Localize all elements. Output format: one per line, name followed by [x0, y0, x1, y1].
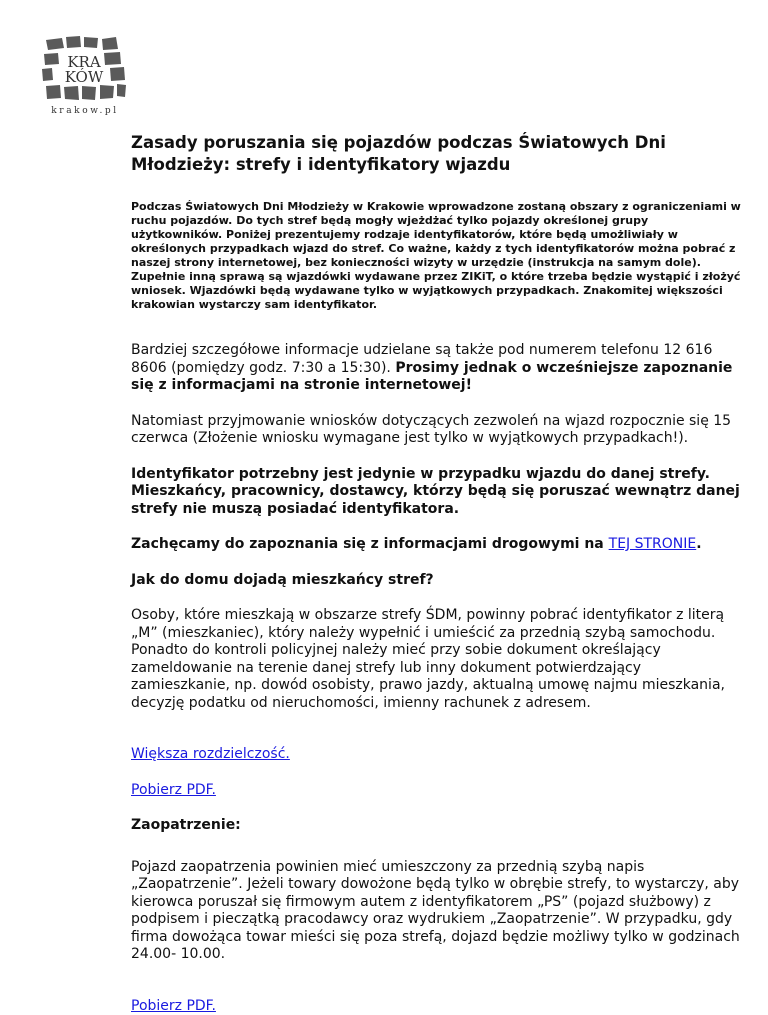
logo-url: krakow.pl: [42, 106, 128, 116]
residents-heading: Jak do domu dojadą mieszkańcy stref?: [131, 572, 743, 590]
encourage-paragraph: [131, 536, 743, 554]
supply-paragraph: Pojazd zaopatrzenia powinien mieć umieszczony za przednią szybą napis „Zaopatrzenie”. Jeżeli towary dowożone będą tylko w obrębie strefy, to wystarczy, aby kierowca poruszał się firmowym autem z identyfikatorem „PS” (pojazd służbowy) z podpisem i pieczątką pracodawcy oraz wydrukiem „Zaopatrzenie”. W przypadku, gdy firma dowożąca towar mieści się poza strefą, dojazd będzie możliwy tylko w godzinach 24.00- 10.00.: [131, 859, 743, 964]
tej-stronie-link[interactable]: TEJ STRONIE: [609, 536, 697, 552]
article: [131, 132, 743, 1015]
svg-text:KRA: KRA: [67, 53, 101, 71]
higher-resolution-paragraph: [131, 746, 743, 764]
phone-info-text: Bardziej szczegółowe informacje udzielane są także pod numerem telefonu 12 616 8606 (pomiędzy godz. 7:30 a 15:30).: [131, 342, 712, 376]
intro-paragraph: Podczas Światowych Dni Młodzieży w Krakowie wprowadzone zostaną obszary z ograniczeniami w ruchu pojazdów. Do tych stref będą mogły wjeżdżać tylko pojazdy określonej grupy użytkowników. Poniżej prezentujemy rodzaje identyfikatorów, które będą umożliwiały w określonych przypadkach wjazd do stref. Co ważne, każdy z tych identyfikatorów można pobrać z naszej strony internetowej, bez konieczności wizyty w urzędzie (instrukcja na samym dole). Zupełnie inną sprawą są wjazdówki wydawane przez ZIKiT, o które trzeba będzie wystąpić i złożyć wniosek. Wjazdówki będą wydawane tylko w wyjątkowych przypadkach. Znakomitej większości krakowian wystarczy sam identyfikator.: [131, 200, 743, 312]
residents-paragraph: Osoby, które mieszkają w obszarze strefy ŚDM, powinny pobrać identyfikator z literą „M” (mieszkaniec), który należy wypełnić i umieścić za przednią szybą samochodu. Ponadto do kontroli policyjnej należy mieć przy sobie dokument określający zameldowanie na terenie danej strefy lub inny dokument potwierdzający zamieszkanie, np. dowód osobisty, prawo jazdy, aktualną umowę najmu mieszkania, decyzję podatku od nieruchomości, imienny rachunek z adresem.: [131, 607, 743, 712]
download-pdf-link-1[interactable]: Pobierz PDF.: [131, 782, 216, 798]
encourage-suffix: .: [696, 536, 701, 552]
phone-info-paragraph: [131, 342, 743, 395]
svg-text:KÓW: KÓW: [65, 68, 104, 86]
applications-paragraph: Natomiast przyjmowanie wniosków dotyczących zezwoleń na wjazd rozpocznie się 15 czerwca (Złożenie wniosku wymagane jest tylko w wyjątkowych przypadkach!).: [131, 413, 743, 448]
identifier-note: Identyfikator potrzebny jest jedynie w przypadku wjazdu do danej strefy. Mieszkańcy, pracownicy, dostawcy, którzy będą się poruszać wewnątrz danej strefy nie muszą posiadać identyfikatora.: [131, 466, 743, 519]
supply-heading: Zaopatrzenie:: [131, 817, 743, 835]
download-pdf-paragraph-1: [131, 782, 743, 800]
higher-resolution-link[interactable]: Większa rozdzielczość.: [131, 746, 290, 762]
download-pdf-link-2[interactable]: Pobierz PDF.: [131, 998, 216, 1014]
page-title: Zasady poruszania się pojazdów podczas Światowych Dni Młodzieży: strefy i identyfikatory wjazdu: [131, 132, 743, 176]
download-pdf-paragraph-2: [131, 998, 743, 1015]
phone-info-bold: Prosimy jednak o wcześniejsze zapoznanie się z informacjami na stronie internetowej!: [131, 360, 732, 394]
krakow-logo-mosaic-icon: [40, 34, 130, 108]
encourage-prefix: Zachęcamy do zapoznania się z informacjami drogowymi na: [131, 536, 609, 552]
